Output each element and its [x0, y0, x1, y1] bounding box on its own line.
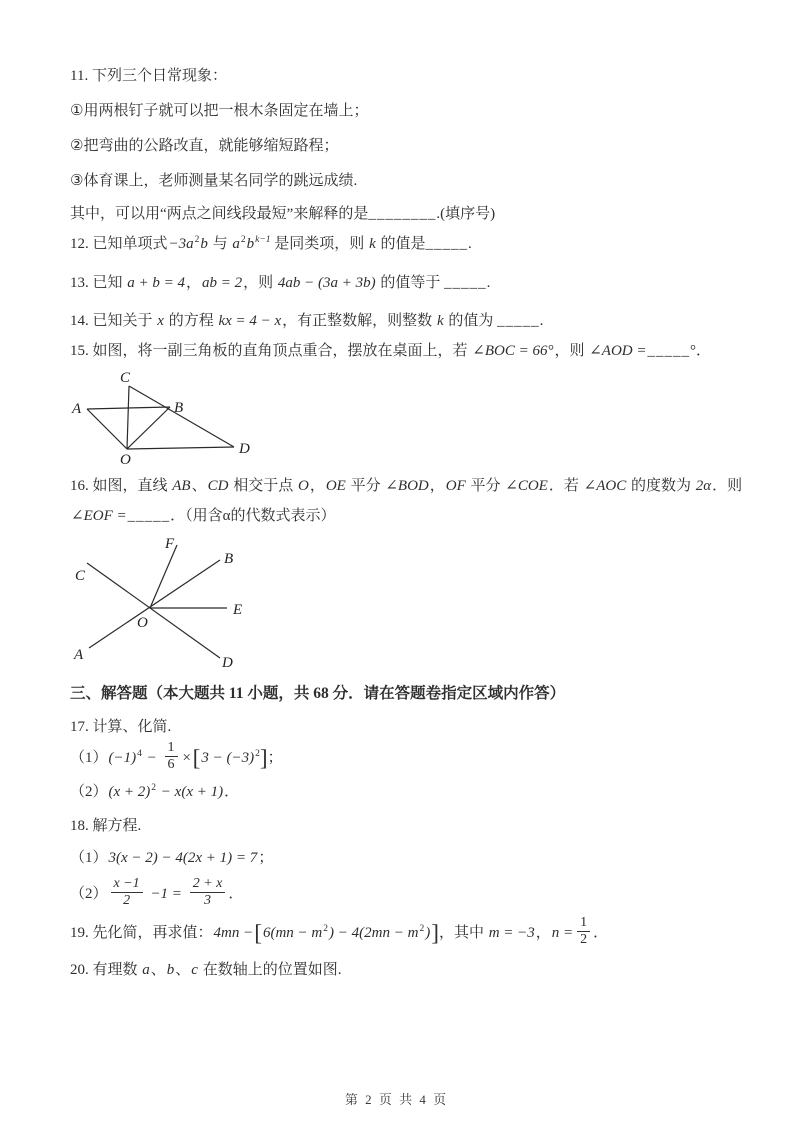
figure-point-label: O [137, 615, 148, 631]
text-run: ． [228, 886, 244, 903]
text-run: 11. 下列三个日常现象： [70, 68, 227, 84]
bracket: [ [192, 745, 201, 772]
math-run: − [142, 750, 161, 767]
question-16-line-2 [70, 505, 765, 527]
figure-point-label: F [165, 536, 175, 552]
text-run: 的度数为 [627, 478, 695, 494]
text-run: （1） [70, 850, 108, 867]
figure-point-label: O [120, 452, 131, 468]
bracket: ] [259, 745, 268, 772]
text-run: 19. 先化简，再求值： [70, 925, 213, 942]
math-run: 6(mn − m [262, 925, 323, 942]
text-run: 的方程 [164, 313, 218, 329]
math-run: 3(x − 2) − 4(2x + 1) = 7 [108, 850, 258, 867]
superscript: 4 [137, 749, 142, 760]
math-run: ∠AOD = [589, 343, 647, 359]
text-run: .(填序号) [436, 206, 496, 222]
question-12 [70, 233, 765, 255]
blank-underline: _____ [497, 313, 540, 329]
math-run: kx = 4 − x [218, 313, 282, 329]
math-run: 4mn − [213, 925, 254, 942]
blank-underline: _____ [444, 275, 487, 291]
text-run: ， [535, 925, 551, 942]
blank-underline: ________ [368, 206, 437, 222]
fraction: $\frac{1}{6}$ [165, 740, 178, 773]
blank-underline: _____ [647, 343, 691, 359]
math-run: b [200, 236, 208, 252]
text-run: 在数轴上的位置如图. [198, 961, 342, 978]
figure-point-label: D [239, 441, 250, 457]
math-run: (x + 2) [108, 784, 151, 801]
question-17-item-2 [70, 781, 765, 803]
text-run: 、 [150, 961, 166, 978]
text-run: ②把弯曲的公路改直，就能够缩短路程； [70, 138, 339, 154]
math-run: OF [445, 478, 466, 494]
blank-underline: _____ [425, 236, 468, 252]
text-run: 相交于点 [229, 478, 297, 494]
superscript: 2 [151, 783, 157, 794]
figure-line [129, 386, 234, 447]
math-run: ∠BOD [385, 478, 429, 494]
question-17-item-1 [70, 742, 765, 775]
math-run: ∠BOC = 66° [472, 343, 554, 359]
text-run: 18. 解方程. [70, 818, 142, 835]
question-15 [70, 340, 765, 362]
text-run: ．则 [712, 478, 743, 494]
math-run: ab = 2 [202, 275, 243, 291]
text-run: ， [429, 478, 445, 494]
question-19 [70, 917, 765, 950]
section-3-header: 三、解答题（本大题共 11 小题，共 68 分．请在答题卷指定区域内作答） [70, 685, 566, 702]
text-run: ； [267, 750, 283, 767]
text-run: 20. 有理数 [70, 961, 142, 978]
geometry-figure [70, 535, 320, 675]
question-18-item-1 [70, 847, 765, 869]
math-run: CD [207, 478, 229, 494]
figure-line [87, 563, 220, 658]
math-run: 4ab − (3a + 3b) [277, 275, 376, 291]
figure-line [127, 447, 234, 449]
figure-point-label: D [222, 655, 233, 671]
math-run: c [191, 961, 198, 978]
text-run: 与 [208, 236, 232, 252]
math-run: 3 − (−3) [201, 750, 255, 767]
math-run: (−1) [108, 750, 137, 767]
figure-point-label: A [72, 401, 82, 417]
text-run: ，其中 [438, 925, 488, 942]
text-run: ①用两根钉子就可以把一根木条固定在墙上； [70, 103, 369, 119]
text-run: 12. 已知单项式 [70, 236, 168, 252]
text-run: . [486, 275, 491, 291]
text-run: 13. 已知 [70, 275, 127, 291]
fraction: $\frac{1}{2}$ [577, 915, 590, 948]
figure-line [127, 386, 129, 449]
math-run: −1 = [146, 886, 186, 903]
text-run: 平分 [346, 478, 385, 494]
question-11-item-3 [70, 170, 765, 192]
math-run: a [232, 236, 240, 252]
math-run: n = [551, 925, 574, 942]
text-run: ，有正整数解，则整数 [282, 313, 436, 329]
geometry-figure [70, 368, 320, 468]
text-run: ． [224, 784, 240, 801]
figure-line [89, 560, 220, 648]
math-run: b [166, 961, 175, 978]
text-run: ．若 [548, 478, 583, 494]
figure-line [87, 409, 127, 449]
text-run: 17. 计算、化简. [70, 719, 172, 735]
question-11-item-2 [70, 135, 765, 157]
figure-point-label: E [233, 602, 243, 618]
math-run: a + b = 4 [127, 275, 186, 291]
text-run: 是同类项，则 [270, 236, 369, 252]
fraction: $\frac{x -1}{2}$ [111, 876, 143, 909]
math-run: a [142, 961, 150, 978]
question-13 [70, 272, 765, 294]
question-14 [70, 310, 765, 332]
text-run: 其中，可以用“两点之间线段最短”来解释的是 [70, 206, 369, 222]
text-run: °． [690, 343, 712, 359]
q15-triangle-rulers-figure [70, 368, 765, 468]
question-17-title [70, 716, 765, 738]
text-run: （1） [70, 750, 108, 767]
text-run: ，则 [243, 275, 277, 291]
math-run: ) [425, 925, 431, 942]
q16-intersecting-lines-figure [70, 535, 765, 675]
blank-underline: _____ [127, 508, 171, 524]
figure-point-label: B [174, 400, 184, 416]
page-footer: 第 2 页 共 4 页 [344, 1092, 449, 1107]
superscript: k−1 [255, 235, 271, 245]
superscript: 2 [240, 235, 246, 245]
math-run: b [246, 236, 255, 252]
superscript: 2 [255, 749, 260, 760]
question-18-item-2 [70, 878, 765, 911]
question-11-title [70, 65, 765, 87]
text-run: （2） [70, 886, 108, 903]
math-run: ∠EOF = [71, 508, 127, 524]
text-run: . [468, 236, 472, 252]
math-run: ∠AOC [583, 478, 627, 494]
text-run: ， [186, 275, 202, 291]
text-run: （2） [70, 784, 108, 801]
text-run: 的值是 [376, 236, 426, 252]
math-run: ) − 4(2mn − m [329, 925, 419, 942]
superscript: 2 [419, 924, 425, 935]
question-11-item-1 [70, 100, 765, 122]
figure-line [127, 407, 170, 449]
math-run: − x(x + 1) [157, 784, 224, 801]
text-run: ； [258, 850, 274, 867]
math-run: k [436, 313, 444, 329]
math-run: k [369, 236, 376, 252]
math-run: AB [172, 478, 191, 494]
superscript: 2 [194, 235, 200, 245]
math-run: × [181, 750, 192, 767]
question-11-answer-line [70, 203, 765, 225]
figure-point-label: C [75, 568, 86, 584]
text-run: ．（用含α的代数式表示） [170, 508, 336, 524]
math-run: O [297, 478, 309, 494]
text-run: 的值为 [444, 313, 498, 329]
text-run: 的值等于 [376, 275, 445, 291]
math-run: m = −3 [488, 925, 535, 942]
figure-point-label: C [120, 370, 131, 386]
text-run: 14. 已知关于 [70, 313, 157, 329]
math-run: −3a [168, 236, 194, 252]
text-run: 15. 如图，将一副三角板的直角顶点重合，摆放在桌面上，若 [70, 343, 472, 359]
figure-point-label: B [224, 551, 234, 567]
text-run: 平分 [466, 478, 505, 494]
bracket: [ [254, 920, 262, 947]
text-run: ③体育课上，老师测量某名同学的跳远成绩. [70, 173, 358, 189]
question-20 [70, 959, 765, 981]
figure-point-label: A [74, 647, 84, 663]
text-run: 、 [191, 478, 207, 494]
text-run: ． [593, 925, 609, 942]
superscript: 2 [323, 924, 329, 935]
bracket: ] [431, 920, 439, 947]
fraction: $\frac{2 + x}{3}$ [190, 876, 226, 909]
text-run: ， [309, 478, 325, 494]
question-16-line-1 [70, 475, 765, 497]
math-run: x [157, 313, 164, 329]
math-run: 2α [695, 478, 712, 494]
text-run: 、 [175, 961, 191, 978]
math-run: ∠COE [505, 478, 548, 494]
question-18-title [70, 815, 765, 837]
text-run: 16. 如图，直线 [70, 478, 172, 494]
text-run: ，则 [554, 343, 589, 359]
math-run: OE [325, 478, 346, 494]
text-run: . [539, 313, 544, 329]
